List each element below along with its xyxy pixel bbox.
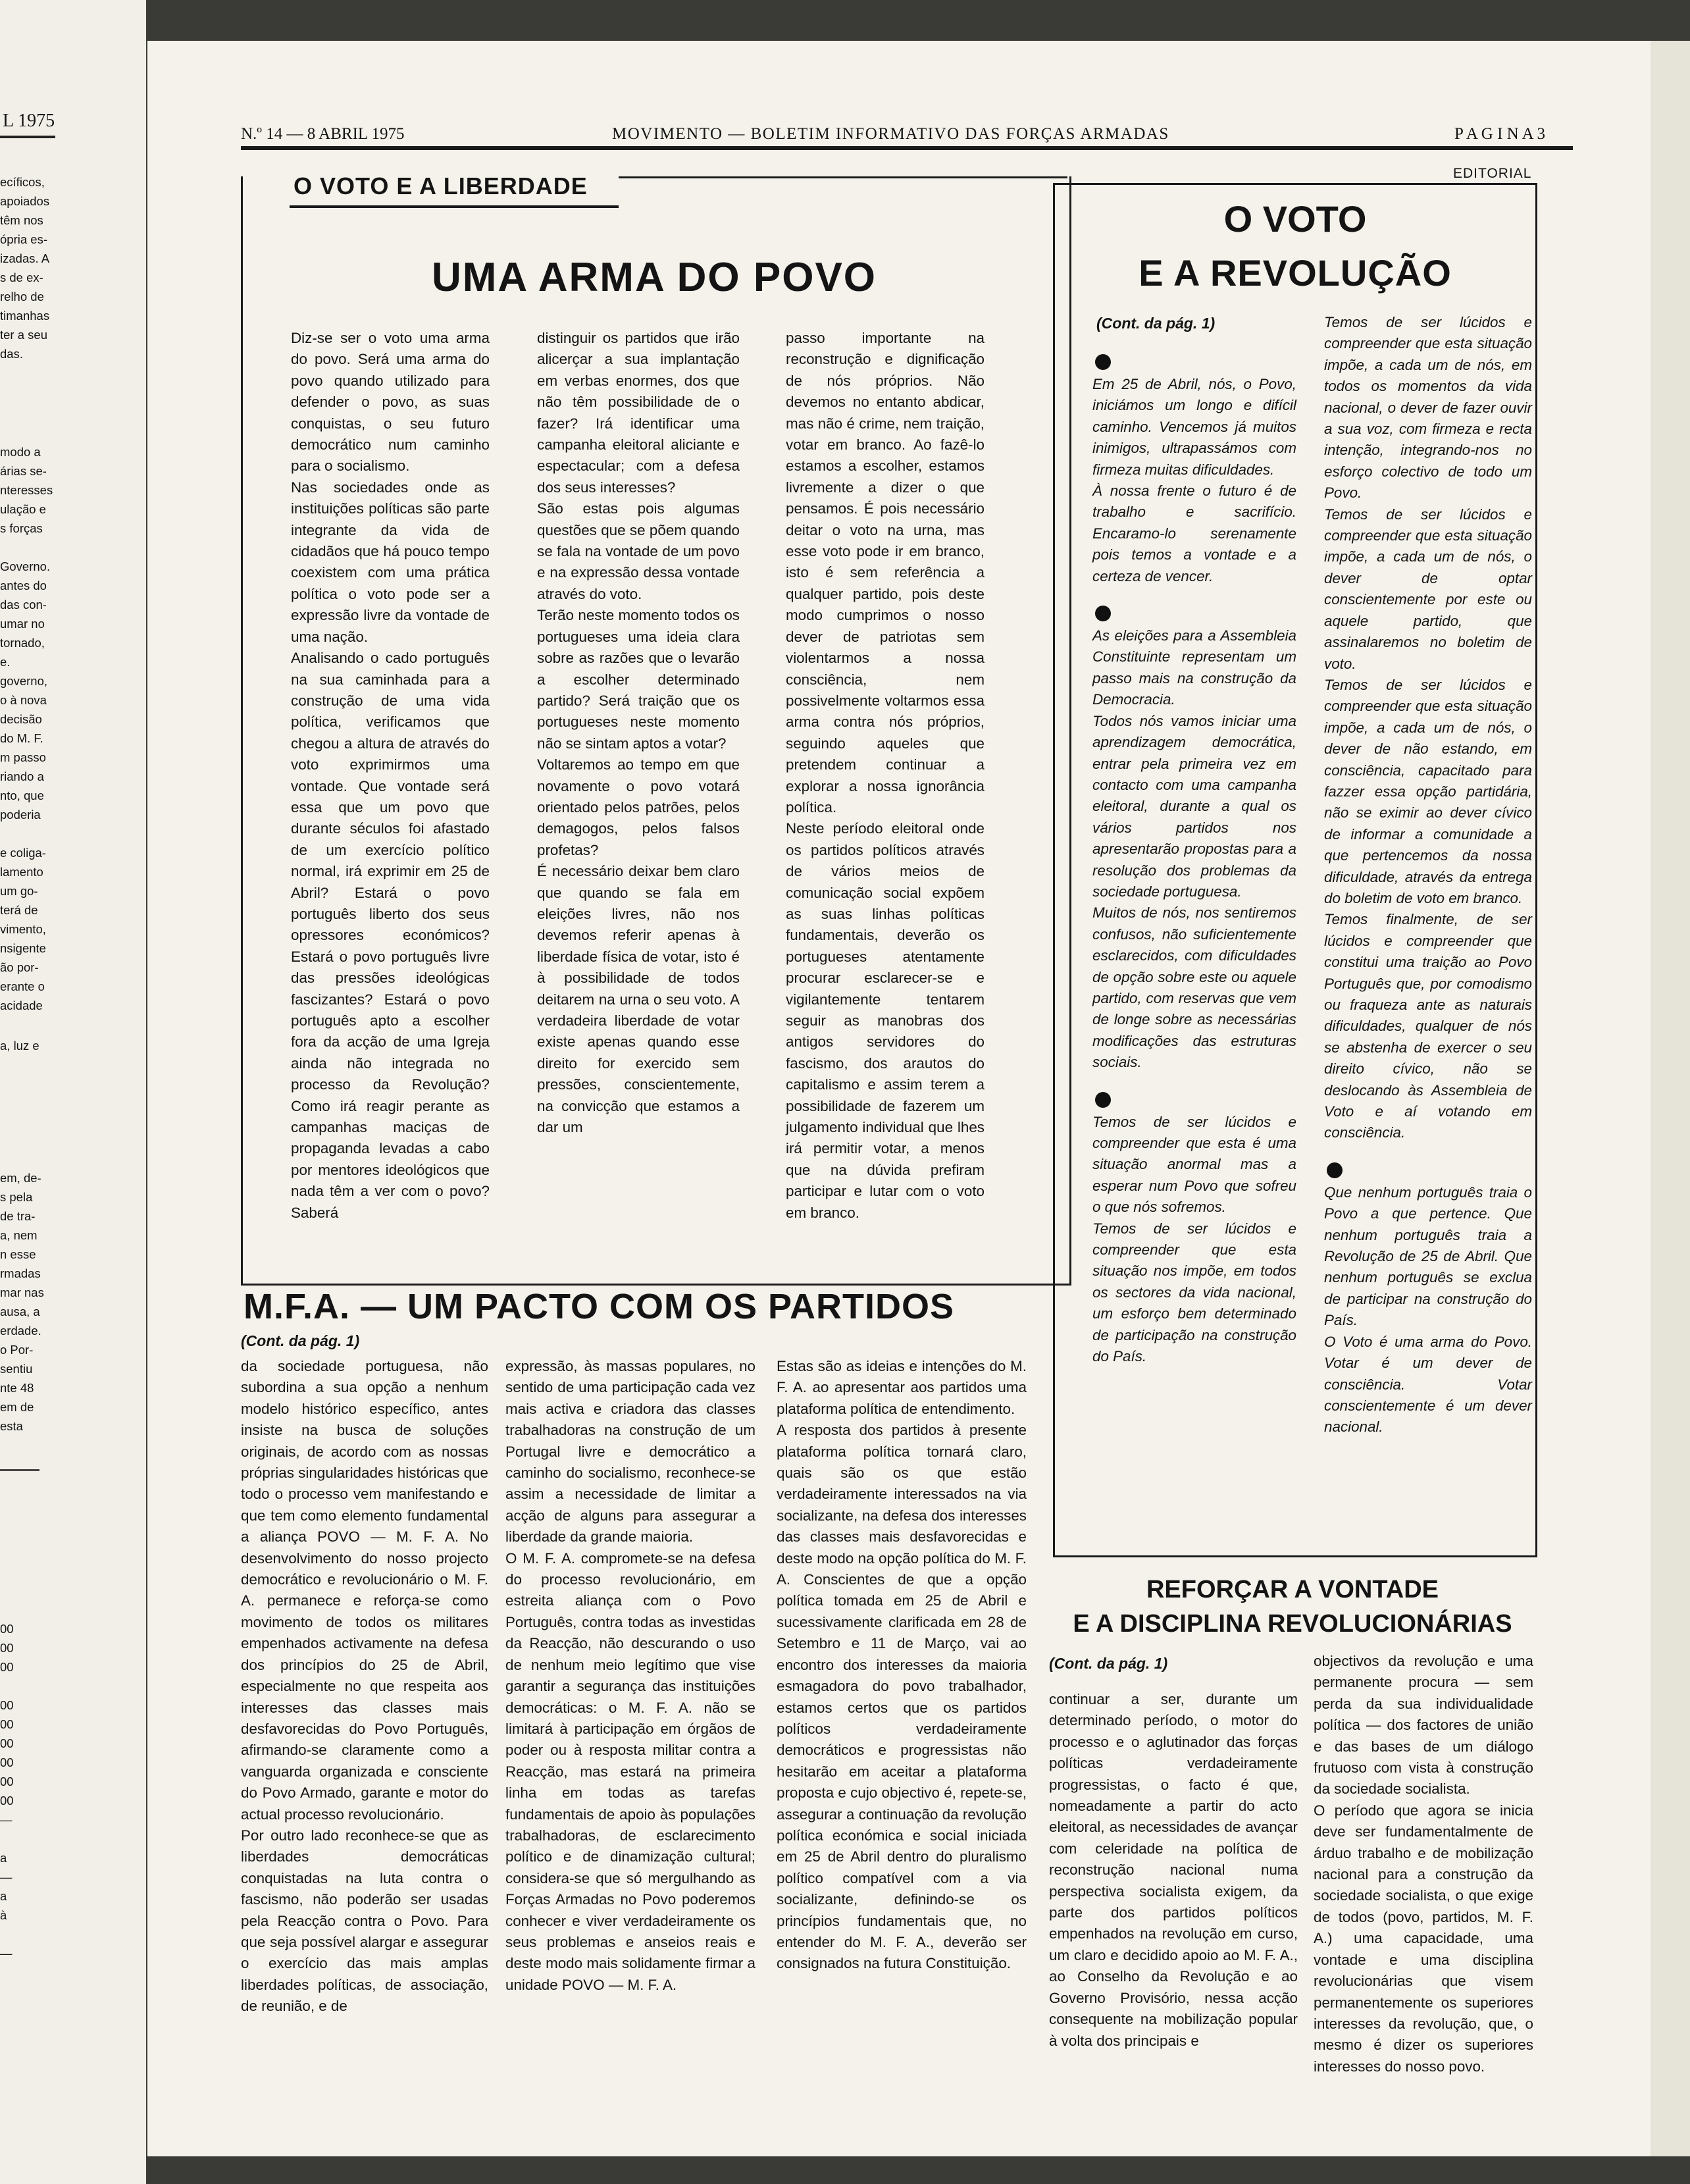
paragraph: expressão, às massas populares, no sentido de uma participação cada vez mais activa e criadora das classes trabalhadoras na construção de um Portugal livre e democrático a caminho do socialismo, reconhece-se assim a necessidade de limitar a acção de alguns para assegurar a liberdade da grande maioria.: [505, 1358, 755, 1546]
text-fragment: árias se-: [0, 464, 47, 478]
text-fragment: modo a: [0, 445, 41, 459]
text-fragment: m passo: [0, 750, 46, 764]
text-fragment: têm nos: [0, 213, 43, 227]
text-fragment: Governo.: [0, 559, 51, 573]
text-fragment: o Por-: [0, 1343, 34, 1357]
text-fragment: lamento: [0, 865, 43, 879]
prev-page-header: L 1975: [3, 111, 55, 131]
text-fragment: rmadas: [0, 1266, 41, 1280]
text-fragment: de tra-: [0, 1209, 36, 1223]
prev-page-text-block-a: [0, 172, 49, 363]
text-fragment: e coliga-: [0, 846, 46, 860]
paragraph: A resposta dos partidos à presente plataforma política tornará claro, quais são os que estão verdadeiramente interessados na via socializante, na defesa dos interesses das classes mais desfavorecidas e deste modo na opção política do M. F. A. Conscientes de que a opção política tomada em 25 de Abril e sucessivamente clarificada em 28 de Setembro e 11 de Março, vai ao encontro dos interesses da maioria esmagadora do povo trabalhador, estamos certos que os partidos políticos verdadeiramente democráticos e progressistas não hesitarão em aceitar a plataforma proposta e cujo objectivo é, repete-se, assegurar a continuação da revolução política económica e social iniciada em 25 de Abril dentro do pluralismo político compatível com a via socializante, definindo-se os princípios fundamentais que, no entender do M. F. A., deverão ser consignados na futura Constituição.: [777, 1422, 1027, 1972]
paragraph: O M. F. A. compromete-se na defesa do processo revolucionário, em estreita aliança com o Povo Português, contra todas as investidas da Reacção, não descurando o uso de nenhum meio legítimo que vise garantir a segurança das instituições democráticas: o M. F. A. não se limitará à participação em órgãos de poder ou à resposta militar contra a Reacção, mas estará na primeira linha em todas as tarefas fundamentais de apoio às populações trabalhadoras, de esclarecimento político e de dinamização cultural; considera-se que só mergulhando as Forças Armadas no Povo poderemos conhecer e viver verdadeiramente os seus problemas e anseios reais e deste modo mais solidamente firmar a unidade POVO — M. F. A.: [505, 1549, 755, 1993]
editorial-paragraph: Temos de ser lúcidos e compreender que esta situação nos impõe, em todos os sectores da vida nacional, um esforço bem determinado de participação na construção do País.: [1092, 1220, 1296, 1365]
paragraph: São estas pois algumas questões que se põem quando se fala na vontade de um povo e na expressão dessa vontade através do voto.: [537, 500, 740, 602]
text-fragment: das.: [0, 347, 23, 361]
text-fragment: à: [0, 1908, 7, 1922]
editorial-title-line1: O VOTO: [1223, 198, 1367, 240]
paragraph: Neste período eleitoral onde os partidos políticos através de vários meios de comunicação social expõem as suas linhas políticas fundamentais, deverão os portugueses atentamente procurar esclarecer-se e vigilantemente tentarem seguir as manobras dos antigos servidores do fascismo, dos arautos do capitalismo e assim terem a possibilidade de fazerem um julgamento individual que lhes irá permitir votar, a menos que na dúvida prefiram participar e lutar com o voto em branco.: [786, 820, 985, 1221]
editorial-continued: (Cont. da pág. 1): [1096, 315, 1216, 332]
paragraph: Diz-se ser o voto uma arma do povo. Será uma arma do povo quando utilizado para defender o povo, as suas conquistas, o seu futuro democrático num caminho para o socialismo.: [291, 330, 490, 475]
page-edge: [1651, 41, 1690, 2156]
text-fragment: terá de: [0, 903, 38, 917]
text-fragment: mar nas: [0, 1286, 44, 1299]
mfa-continued: (Cont. da pág. 1): [241, 1332, 360, 1349]
text-fragment: —: [0, 1813, 13, 1827]
text-fragment: ulação e: [0, 502, 46, 516]
text-fragment: [0, 538, 53, 557]
text-fragment: 00: [0, 1717, 14, 1731]
editorial-paragraph: Temos de ser lúcidos e compreender que esta situação impõe, a cada um de nós, o dever de optar conscientemente por este ou aquele partido, que assinalaremos no boletim de voto.: [1324, 506, 1532, 672]
text-fragment: ópria es-: [0, 232, 47, 246]
mfa-column-3: [777, 1356, 1027, 2066]
text-fragment: ão por-: [0, 960, 39, 974]
prev-page-text-block-d: [0, 1168, 44, 1436]
text-fragment: do M. F.: [0, 731, 43, 745]
paragraph: Voltaremos ao tempo em que novamente o povo votará orientado pelos patrões, pelos demagogos, pelos falsos profetas?: [537, 756, 740, 858]
editorial-paragraph: Todos nós vamos iniciar uma aprendizagem democrática, entrar pela primeira vez em contacto com uma campanha eleitoral, durante a qual os vários partidos nos apresentarão propostas para a resolução dos problemas da sociedade portuguesa.: [1092, 712, 1296, 900]
text-fragment: nte 48: [0, 1381, 34, 1395]
text-fragment: n esse: [0, 1247, 36, 1261]
text-fragment: antes do: [0, 579, 47, 592]
text-fragment: s de ex-: [0, 271, 43, 284]
paragraph: Estas são as ideias e intenções do M. F. A. ao apresentar aos partidos uma plataforma política de entendimento.: [777, 1358, 1027, 1417]
text-fragment: a, luz e: [0, 1039, 39, 1053]
editorial-paragraph: Muitos de nós, nos sentiremos confusos, não suficientemente esclarecidos, com dificuldades de opção sobre este ou aquele partido, com reservas que vem de longe sobre as necessárias modificações das estruturas sociais.: [1092, 904, 1296, 1071]
voto-box-top-rule: [619, 176, 1067, 178]
text-fragment: tornado,: [0, 636, 45, 650]
bullet-dot: [1095, 354, 1111, 370]
editorial-paragraph: Temos de ser lúcidos e compreender que esta situação impõe, a cada um de nós, o dever de não estando, em consciência, capacitado para fazzer essa opção partidária, não se eximir ao dever cívico de informar a comunidade a que pertencemos da nossa dificuldade, através da entrega do boletim de voto em branco.: [1324, 676, 1532, 906]
editorial-paragraph: O Voto é uma arma do Povo. Votar é um dever de consciência. Votar conscientemente é um dever nacional.: [1324, 1333, 1532, 1436]
text-fragment: vimento,: [0, 922, 46, 936]
editorial-paragraph: Temos de ser lúcidos e compreender que esta é uma situação anormal mas a esperar num Povo que sofreu o que nós sofremos.: [1092, 1113, 1296, 1216]
paragraph: É necessário deixar bem claro que quando se fala em eleições livres, não nos devemos referir apenas à liberdade física de votar, isto é à possibilidade de todos deitarem na urna o seu voto. A verdadeira liberdade de votar existe apenas quando esse direito for exercido sem pressões, conscientemente, na convicção que estamos a dar um: [537, 863, 740, 1136]
page-number: P A G I N A 3: [1454, 125, 1546, 143]
publication-title: MOVIMENTO — BOLETIM INFORMATIVO DAS FORÇAS ARMADAS: [612, 125, 1169, 143]
text-fragment: o à nova: [0, 693, 47, 707]
issue-date: N.º 14 — 8 ABRIL 1975: [241, 125, 405, 143]
text-fragment: ecíficos,: [0, 175, 45, 189]
text-fragment: nsigente: [0, 941, 46, 955]
paragraph: Nas sociedades onde as instituições políticas são parte integrante da vida de cidadãos que há pouco tempo coexistem com uma prática política o voto pode ser a expressão livre da vontade de uma nação.: [291, 479, 490, 645]
prev-page-divider: [0, 1469, 39, 1471]
text-fragment: umar no: [0, 617, 45, 631]
editorial-column-1: [1092, 336, 1296, 1527]
reforcar-headline-line2: E A DISCIPLINA REVOLUCIONÁRIAS: [1073, 1610, 1512, 1638]
text-fragment: 00: [0, 1622, 14, 1636]
text-fragment: —: [0, 1946, 13, 1960]
prev-page-text-block-c: [0, 1036, 39, 1055]
paragraph: O período que agora se inicia deve ser fundamentalmente de árduo trabalho e de mobilização nacional para a construção da sociedade socialista, o que exige de todos (povo, partidos, M. F. A.) uma capacidade, uma vontade e uma disciplina revolucionárias que visem permanentemente os superiores interesses da revolução, que, o mesmo é dizer os superiores interesses do nosso povo.: [1314, 1802, 1533, 2075]
paragraph: passo importante na reconstrução e dignificação de nós próprios. Não devemos no entanto abdicar, mas não é crime, nem traição, votar em branco. Ao fazê-lo estamos a escolher, estamos livremente a dizer o que pensamos. É pois necessário deitar o voto na urna, mas esse voto pode ir em branco, isto é sem referência a qualquer partido, pois deste modo cumprimos o nosso dever de patriotas sem violentarmos a nossa consciência, nem possivelmente voltarmos essa arma contra nós próprios, seguindo aqueles que pretendem continuar a explorar a nossa ignorância política.: [786, 330, 985, 816]
section-title-underline: [290, 205, 619, 208]
voto-column-3: [786, 328, 985, 1257]
text-fragment: sentiu: [0, 1362, 33, 1376]
paragraph: Analisando o cado português na sua caminhada para a construção de uma vida política, verificamos que chegou a altura de através do voto exprimirmos uma vontade. Que vontade será essa que um povo que durante séculos foi afastado de um exercício político normal, irá exprimir em 25 de Abril? Estará o povo português liberto dos seus opressores económicos? Estará o povo português livre das pressões ideológicas fascizantes? Estará o povo português apto a escolher fora da acção de uma Igreja ainda não integrada no processo da Revolução? Como irá reagir perante as campanhas maciças de propaganda levadas a cabo por mentores ideológicos que nada têm a ver com o povo? Saberá: [291, 650, 490, 1221]
text-fragment: riando a: [0, 769, 44, 783]
editorial-title-line2: E A REVOLUÇÃO: [1139, 252, 1452, 294]
text-fragment: governo,: [0, 674, 47, 688]
text-fragment: izadas. A: [0, 251, 50, 265]
bullet-dot: [1095, 606, 1111, 621]
text-fragment: ausa, a: [0, 1305, 40, 1318]
text-fragment: a, nem: [0, 1228, 38, 1242]
text-fragment: 00: [0, 1641, 14, 1655]
editorial-paragraph: Temos de ser lúcidos e compreender que esta situação impõe, a cada um de nós, em todos os momentos da vida nacional, o dever de fazer ouvir a sua voz, com firmeza e recta intenção, integrando-nos no esforço colectivo de todo um Povo.: [1324, 314, 1532, 502]
voto-column-2: [537, 328, 740, 1257]
text-fragment: [0, 1829, 14, 1848]
text-fragment: s forças: [0, 521, 43, 535]
text-fragment: s pela: [0, 1190, 33, 1204]
text-fragment: 00: [0, 1736, 14, 1750]
text-fragment: erdade.: [0, 1324, 41, 1338]
text-fragment: timanhas: [0, 309, 50, 323]
mfa-headline: M.F.A. — UM PACTO COM OS PARTIDOS: [243, 1287, 955, 1326]
reforcar-headline-line1: REFORÇAR A VONTADE: [1146, 1576, 1439, 1603]
text-fragment: esta: [0, 1419, 23, 1433]
text-fragment: em, de-: [0, 1171, 41, 1185]
reforcar-continued: (Cont. da pág. 1): [1049, 1655, 1168, 1672]
text-fragment: —: [0, 1870, 13, 1884]
text-fragment: decisão: [0, 712, 42, 726]
editorial-label: EDITORIAL: [1448, 166, 1537, 182]
text-fragment: [0, 1925, 14, 1944]
text-fragment: a: [0, 1889, 7, 1903]
previous-page-edge: [0, 0, 146, 2184]
prev-page-text-block-e: [0, 1619, 14, 1963]
editorial-paragraph: Em 25 de Abril, nós, o Povo, iniciámos um longo e difícil caminho. Vencemos já muitos inimigos, ultrapassámos com firmeza muitas dificuldades.: [1092, 376, 1296, 478]
editorial-paragraph: As eleições para a Assembleia Constituinte representam um passo mais na construção da Democracia.: [1092, 627, 1296, 708]
text-fragment: erante o: [0, 979, 45, 993]
reforcar-column-1: [1049, 1689, 1298, 2066]
editorial-paragraph: Que nenhum português traia o Povo a que pertence. Que nenhum português traia a Revolução de 25 de Abril. Que nenhum português se exclua de participar na construção do País.: [1324, 1183, 1532, 1329]
editorial-paragraph: À nossa frente o futuro é de trabalho e sacrifício. Encaramo-lo serenamente pois temos a vontade e a certeza de vencer.: [1092, 482, 1296, 585]
text-fragment: ter a seu: [0, 328, 47, 342]
text-fragment: 00: [0, 1755, 14, 1769]
editorial-paragraph: Temos finalmente, de ser lúcidos e compreender que constitui uma traição ao Povo Português que, por comodismo ou fraqueza ante as naturais dificuldades, qualquer de nós se abstenha de exercer o seu direito cívico, não se deslocando às Assembleia de Voto e aí votando em consciência.: [1324, 911, 1532, 1141]
voto-headline: UMA ARMA DO POVO: [431, 255, 877, 300]
text-fragment: a: [0, 1851, 7, 1865]
bullet-dot: [1327, 1162, 1343, 1178]
paragraph: Terão neste momento todos os portugueses uma ideia clara sobre as razões que o levarão a escolher determinado partido? Será traição que os portugueses neste momento não se sintam aptos a votar?: [537, 607, 740, 752]
paragraph: objectivos da revolução e uma permanente procura — sem perda da sua individualidade política — dos factores de união e das bases de um diálogo frutuoso com vista à construção da sociedade socialista.: [1314, 1653, 1533, 1798]
text-fragment: 00: [0, 1794, 14, 1807]
paragraph: distinguir os partidos que irão alicerçar a sua implantação em verbas enormes, dos que não têm possibilidade de o fazer? Irá identificar uma campanha eleitoral aliciante e espectacular; com a defesa dos seus interesses?: [537, 330, 740, 496]
text-fragment: em de: [0, 1400, 34, 1414]
section-title: O VOTO E A LIBERDADE: [294, 172, 588, 199]
text-fragment: relho de: [0, 290, 44, 303]
text-fragment: poderia: [0, 808, 41, 821]
text-fragment: [0, 1677, 14, 1696]
text-fragment: nto, que: [0, 789, 44, 802]
voto-column-1: [291, 328, 490, 1257]
paragraph: Por outro lado reconhece-se que as liberdades democráticas conquistadas na luta contra o fascismo, não poderão ser usadas pela Reacção contra o Povo. Para que seja possível alargar e assegurar o exercício das mais amplas liberdades políticas, de associação, de reunião, e de: [241, 1827, 488, 2015]
text-fragment: e.: [0, 655, 11, 669]
prev-page-header-rule: [0, 136, 55, 138]
text-fragment: 00: [0, 1775, 14, 1788]
prev-page-text-block-b: [0, 442, 53, 1015]
header-rule: [241, 146, 1573, 150]
text-fragment: um go-: [0, 884, 38, 898]
mfa-column-1: [241, 1356, 488, 2066]
text-fragment: acidade: [0, 999, 43, 1012]
editorial-column-2: [1324, 312, 1532, 1530]
text-fragment: nteresses: [0, 483, 53, 497]
bullet-dot: [1095, 1092, 1111, 1108]
reforcar-column-2: [1314, 1651, 1533, 2075]
text-fragment: 00: [0, 1698, 14, 1712]
text-fragment: das con-: [0, 598, 47, 611]
paragraph: continuar a ser, durante um determinado período, o motor do processo e o aglutinador das forças políticas verdadeiramente progressistas, o facto é que, nomeadamente a partir do acto eleitoral, as necessidades de avançar com celeridade na política de reconstrução nacional numa perspectiva socialista exigem, da parte dos partidos políticos empenhados na revolução em curso, um claro e decidido apoio ao M. F. A., ao Conselho da Revolução e ao Governo Provisório, nessa acção consequente na mobilização popular à volta dos principais e: [1049, 1691, 1298, 2049]
paragraph: da sociedade portuguesa, não subordina a sua opção a nenhum modelo histórico específico, antes insiste na busca de soluções originais, de acordo com as nossas próprias singularidades históricas que todo o processo vem manifestando e que tem como elemento fundamental a aliança POVO — M. F. A. No desenvolvimento do nosso projecto democrático e revolucionário o M. F. A. permanece e reforça-se como movimento de todos os militares empenhados activamente na defesa dos princípios do 25 de Abril, especialmente no que respeita aos interesses das classes mais desfavorecidas do Povo Português, afirmando-se claramente como a vanguarda organizada e consciente do Povo Armado, garante e motor do actual processo revolucionário.: [241, 1358, 488, 1823]
text-fragment: apoiados: [0, 194, 50, 208]
text-fragment: [0, 824, 53, 843]
mfa-column-2: [505, 1356, 755, 2066]
text-fragment: 00: [0, 1660, 14, 1674]
